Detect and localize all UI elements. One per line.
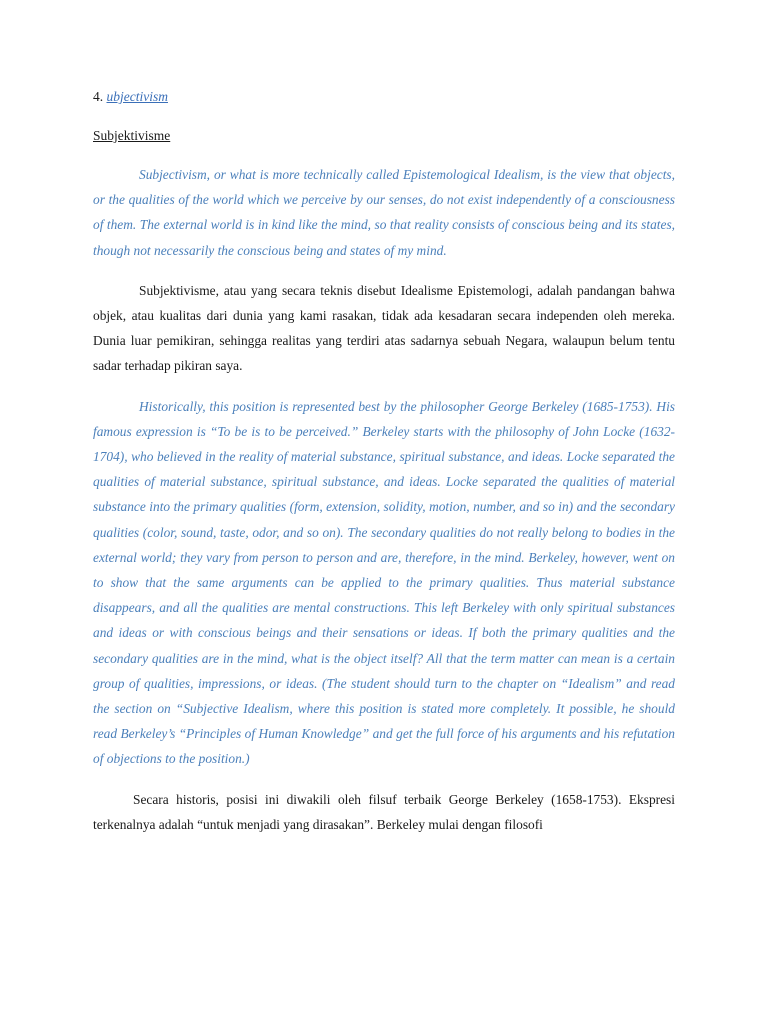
section-number: 4. [93, 89, 107, 104]
document-page [93, 84, 675, 837]
section-subtitle: Subjektivisme [93, 128, 171, 143]
indonesian-paragraph-2: Secara historis, posisi ini diwakili oleh filsuf terbaik George Berkeley (1658-1753). Ekspresi terkenalnya adalah “untuk menjadi yang dirasakan”. Berkeley mulai dengan filosofi [93, 791, 675, 832]
english-paragraph-1: Subjectivism, or what is more technically called Epistemological Idealism, is the view that objects, or the qualities of the world which we perceive by our senses, do not exist independently of a consciousness of them. The external world is in kind like the mind, so that reality consists of conscious being and its states, though not necessarily the conscious being and states of my mind. [93, 167, 675, 258]
indonesian-paragraph-1: Subjektivisme, atau yang secara teknis disebut Idealisme Epistemologi, adalah pandangan bahwa objek, atau kualitas dari dunia yang kami rasakan, tidak ada kesadaran secara independen oleh mereka. Dunia luar pemikiran, sehingga realitas yang terdiri atas sadarnya sebuah Negara, walaupun belum tentu sadar terhadap pikiran saya. [93, 282, 675, 374]
section-heading [93, 84, 675, 109]
english-paragraph-2: Historically, this position is represented best by the philosopher George Berkeley (1685-1753). His famous expression is “To be is to be perceived.” Berkeley starts with the philosophy of John Locke (1632-1704), who believed in the reality of material substance, spiritual substance, and ideas. Locke separated the qualities of material substance, spiritual substance, and ideas. Locke separated the qualities of material substance into the primary qualities (form, extension, solidity, motion, number, and so in) and the secondary qualities (color, sound, taste, odor, and so on). The secondary qualities do not really belong to bodies in the external world; they vary from person to person and are, therefore, in the mind. Berkeley, however, went on to show that the same arguments can be applied to the primary qualities. Thus material substance disappears, and all the qualities are mental constructions. This left Berkeley with only spiritual substances and ideas or with conscious beings and their sensations or ideas. If both the primary qualities and the secondary qualities are in the mind, what is the object itself? All that the term matter can mean is a certain group of qualities, impressions, or ideas. (The student should turn to the chapter on “Idealism” and read the section on “Subjective Idealism, where this position is stated more completely. It possible, he should read Berkeley’s “Principles of Human Knowledge” and get the full force of his arguments and his refutation of objections to the position.) [93, 398, 675, 767]
section-heading-link[interactable]: ubjectivism [106, 89, 168, 104]
